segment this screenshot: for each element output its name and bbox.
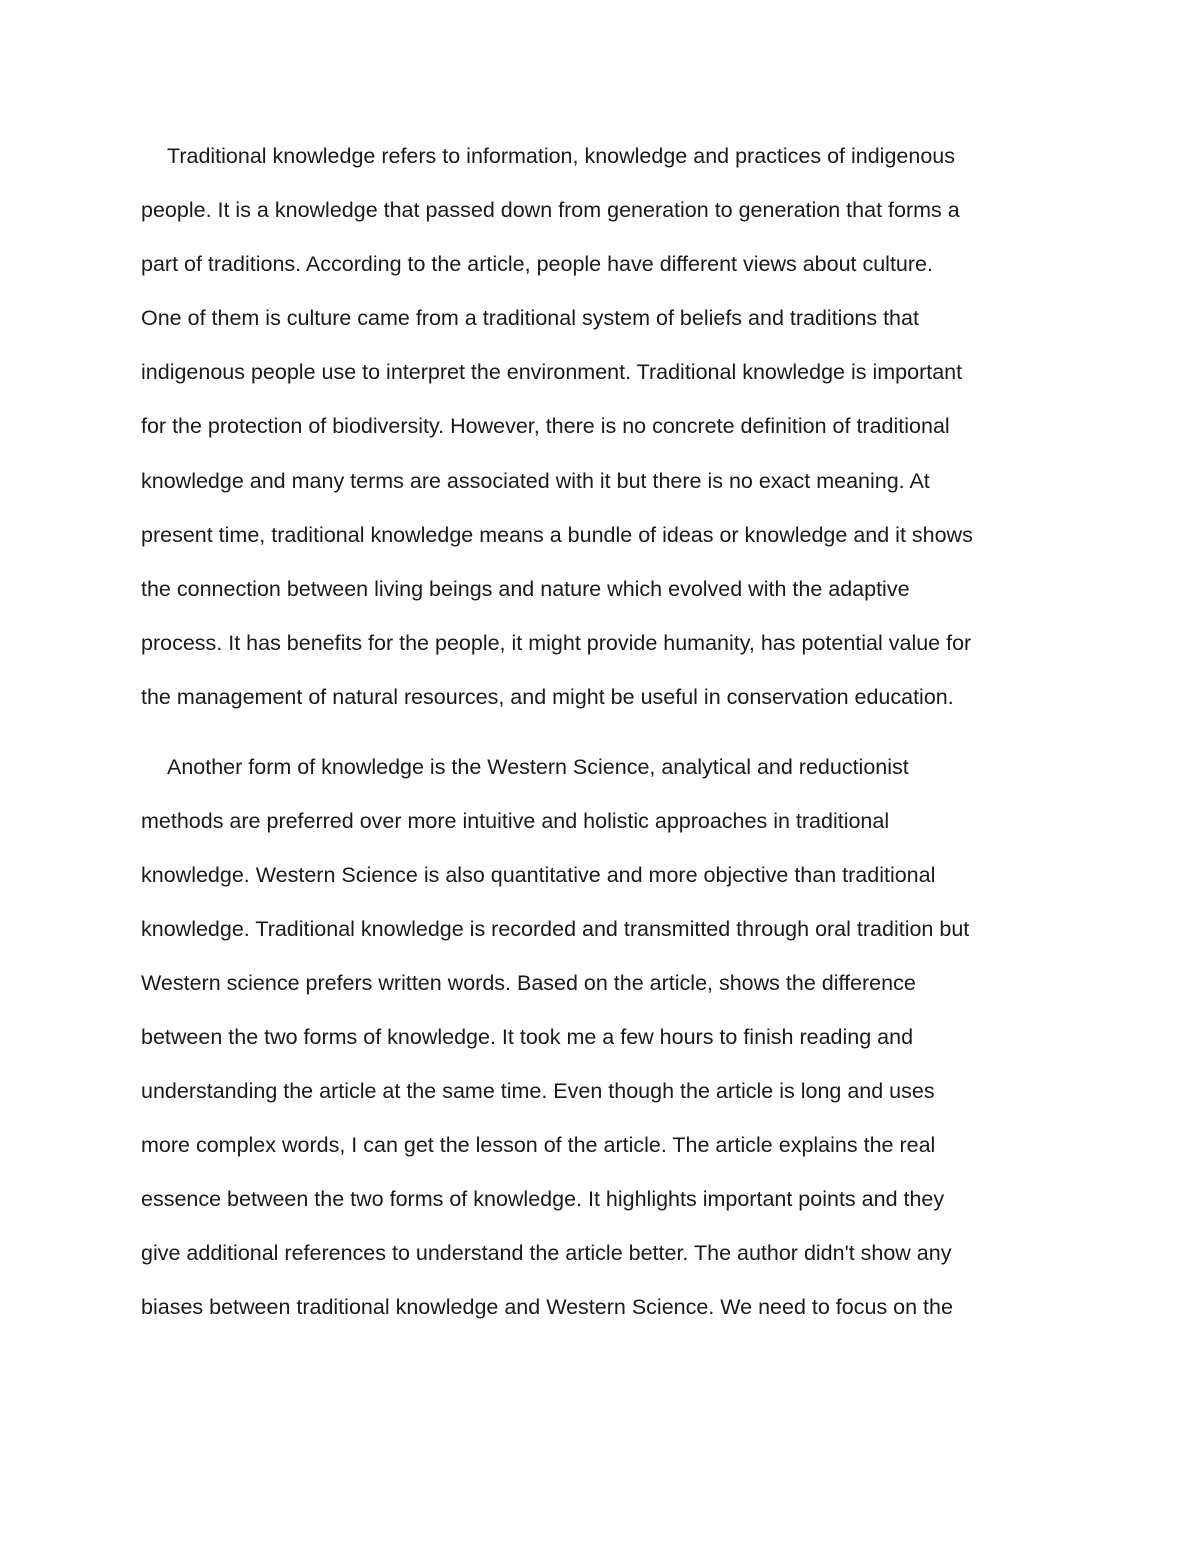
text-line: understanding the article at the same time. Even though the article is long and uses — [141, 1079, 935, 1104]
text-line: indigenous people use to interpret the environment. Traditional knowledge is important — [141, 360, 963, 385]
text-line: methods are preferred over more intuitive and holistic approaches in traditional — [141, 808, 890, 833]
text-line: knowledge and many terms are associated with it but there is no exact meaning. At — [141, 468, 930, 493]
document-body — [141, 129, 1061, 1335]
paragraph-western-science — [141, 740, 1061, 1335]
text-line: biases between traditional knowledge and Western Science. We need to focus on the — [141, 1295, 953, 1320]
text-line: present time, traditional knowledge means a bundle of ideas or knowledge and it shows — [141, 522, 973, 547]
text-line: people. It is a knowledge that passed down from generation to generation that forms a — [141, 198, 960, 223]
text-line: knowledge. Western Science is also quantitative and more objective than traditional — [141, 862, 936, 887]
text-line: Traditional knowledge refers to information, knowledge and practices of indigenous — [167, 144, 955, 168]
text-line: the connection between living beings and nature which evolved with the adaptive — [141, 576, 910, 601]
text-line: One of them is culture came from a traditional system of beliefs and traditions that — [141, 306, 919, 331]
text-line: part of traditions. According to the article, people have different views about culture. — [141, 252, 933, 277]
paragraph-spacing — [141, 724, 1061, 740]
text-line: between the two forms of knowledge. It took me a few hours to finish reading and — [141, 1025, 914, 1049]
text-line: process. It has benefits for the people, it might provide humanity, has potential value for — [141, 630, 972, 655]
text-line: give additional references to understand the article better. The author didn't show any — [141, 1241, 952, 1266]
text-line: the management of natural resources, and might be useful in conservation education. — [141, 684, 954, 709]
text-line: for the protection of biodiversity. However, there is no concrete definition of traditional — [141, 414, 950, 439]
text-line: Another form of knowledge is the Western Science, analytical and reductionist — [167, 754, 909, 779]
text-line: more complex words, I can get the lesson of the article. The article explains the real — [141, 1133, 936, 1158]
text-line: Western science prefers written words. Based on the article, shows the difference — [141, 970, 916, 995]
text-line: essence between the two forms of knowledge. It highlights important points and they — [141, 1187, 945, 1212]
text-line: knowledge. Traditional knowledge is recorded and transmitted through oral tradition but — [141, 916, 970, 941]
paragraph-traditional-knowledge — [141, 129, 1061, 724]
